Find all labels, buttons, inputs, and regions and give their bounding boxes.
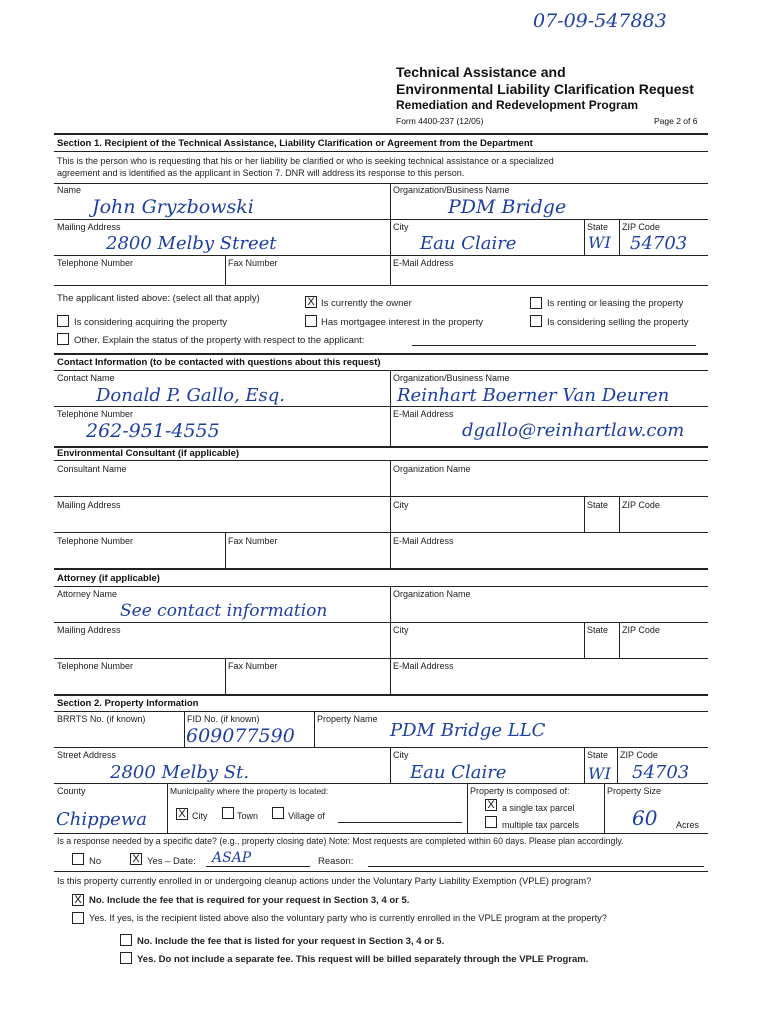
composed-label: Property is composed of: [470,786,570,796]
divider [54,658,708,659]
divider [584,622,585,658]
divider [54,568,708,570]
municipality-city-label: City [192,811,208,821]
property-zip[interactable]: 54703 [632,762,690,783]
attorney-section-title: Attorney (if applicable) [57,573,160,584]
contact-email-label: E-Mail Address [393,409,454,419]
acquiring-option-label: Is considering acquiring the property [74,317,228,328]
vple-no-checkbox[interactable]: X [72,894,84,906]
divider [54,183,708,184]
attorney-phone-label: Telephone Number [57,661,134,671]
property-name-label: Property Name [317,714,378,724]
divider [54,871,708,872]
divider [390,747,391,783]
divider [54,694,708,696]
acres-unit: Acres [676,820,700,830]
municipality-village-label: Village of [288,811,325,821]
vple-yes-checkbox[interactable] [72,912,84,924]
reason-line[interactable] [368,866,704,867]
divider [584,496,585,532]
contact-email[interactable]: dgallo@reinhartlaw.com [462,420,685,441]
email-label: E-Mail Address [393,258,454,268]
consultant-mailing-label: Mailing Address [57,500,121,510]
divider [54,219,708,220]
multiple-parcels-checkbox[interactable] [485,816,497,828]
vple-sub-no-label: No. Include the fee that is listed for your request in Section 3, 4 or 5. [137,936,445,947]
other-option-label: Other. Explain the status of the property with respect to the applicant: [74,335,365,346]
vple-sub-yes-label: Yes. Do not include a separate fee. This request will be billed separately through the VPLE Program. [137,954,589,965]
mortgagee-checkbox[interactable] [305,315,317,327]
consultant-city-label: City [393,500,409,510]
attorney-mailing-label: Mailing Address [57,625,121,635]
applicant-city[interactable]: Eau Claire [420,233,517,254]
divider [390,183,391,219]
consultant-state-label: State [587,500,609,510]
applicant-status-label: The applicant listed above: (select all that apply) [57,293,260,304]
form-title-line2: Environmental Liability Clarification Request [396,81,694,97]
zip-label: ZIP Code [622,222,660,232]
applicant-mailing[interactable]: 2800 Melby Street [106,233,277,254]
divider [467,783,468,833]
contact-name[interactable]: Donald P. Gallo, Esq. [96,385,286,406]
divider [390,586,391,694]
multiple-parcels-label: multiple tax parcels [502,820,580,830]
property-city-label: City [393,750,409,760]
other-checkbox[interactable] [57,333,69,345]
header-rule [54,133,708,135]
divider [184,711,185,747]
applicant-zip[interactable]: 54703 [630,233,688,254]
attorney-org-label: Organization Name [393,589,471,599]
county-label: County [57,786,86,796]
contact-name-label: Contact Name [57,373,115,383]
divider [54,711,708,712]
document-number: 07-09-547883 [533,10,667,32]
consultant-email-label: E-Mail Address [393,536,454,546]
property-size-label: Property Size [607,786,662,796]
reason-label: Reason: [318,856,354,867]
attorney-name-label: Attorney Name [57,589,118,599]
divider [54,586,708,587]
section1-title: Section 1. Recipient of the Technical Assistance, Liability Clarification or Agreement from the Department [57,138,533,149]
municipality-town-checkbox[interactable] [222,807,234,819]
attorney-email-label: E-Mail Address [393,661,454,671]
property-city[interactable]: Eau Claire [410,762,507,783]
divider [225,658,226,694]
fid-label: FID No. (if known) [187,714,260,724]
section2-title: Section 2. Property Information [57,698,199,709]
divider [390,370,391,446]
contact-org-label: Organization/Business Name [393,373,510,383]
vple-sub-yes-checkbox[interactable] [120,952,132,964]
divider [619,219,620,255]
applicant-state[interactable]: WI [588,233,611,252]
divider [390,255,391,285]
municipality-village-checkbox[interactable] [272,807,284,819]
municipality-label: Municipality where the property is located: [170,786,329,796]
contact-org[interactable]: Reinhart Boerner Van Deuren [397,385,670,406]
consultant-org-label: Organization Name [393,464,471,474]
applicant-name[interactable]: John Gryzbowski [92,196,254,218]
vple-yes-label: Yes. If yes, is the recipient listed above also the voluntary party who is currently enrolled in the VPLE program at the property? [89,913,607,923]
form-number: Form 4400-237 (12/05) [396,116,484,126]
attorney-name[interactable]: See contact information [120,601,328,621]
response-yes-date-label: Yes – Date: [147,856,196,867]
property-size-value[interactable]: 60 [632,806,658,830]
divider [619,622,620,658]
county-value[interactable]: Chippewa [56,809,147,830]
divider [54,406,708,407]
response-no-label: No [89,856,102,867]
consultant-fax-label: Fax Number [228,536,278,546]
mortgagee-option-label: Has mortgagee interest in the property [321,317,484,328]
selling-option-label: Is considering selling the property [547,317,689,328]
name-label: Name [57,185,82,195]
applicant-org[interactable]: PDM Bridge [448,196,567,218]
single-parcel-checkbox[interactable]: X [485,799,497,811]
consultant-section-title: Environmental Consultant (if applicable) [57,448,240,459]
renting-option-label: Is renting or leasing the property [547,298,684,309]
divider [54,833,708,834]
divider [584,747,585,783]
vple-sub-no-checkbox[interactable] [120,934,132,946]
divider [617,747,618,783]
property-state[interactable]: WI [588,764,611,783]
divider [54,747,708,748]
divider [54,353,708,355]
property-street[interactable]: 2800 Melby St. [110,762,250,783]
fax-label: Fax Number [228,258,278,268]
fid-number[interactable]: 609077590 [186,725,295,747]
owner-checkbox[interactable]: X [305,296,317,308]
response-yes-checkbox[interactable]: X [130,853,142,865]
mailing-label: Mailing Address [57,222,121,232]
municipality-city-checkbox[interactable]: X [176,808,188,820]
vple-no-label: No. Include the fee that is required for your request in Section 3, 4 or 5. [89,895,410,906]
contact-phone[interactable]: 262-951-4555 [86,420,220,442]
divider [225,532,226,568]
program-title: Remediation and Redevelopment Program [396,98,639,112]
divider [584,219,585,255]
divider [54,255,708,256]
section1-description-2: agreement and is identified as the applicant in Section 7. DNR will address its response to this person. [57,168,465,178]
divider [619,496,620,532]
contact-phone-label: Telephone Number [57,409,134,419]
other-explain-line[interactable] [412,345,696,346]
form-title-line1: Technical Assistance and [396,64,566,80]
selling-checkbox[interactable] [530,315,542,327]
response-no-checkbox[interactable] [72,853,84,865]
response-date-value[interactable]: ASAP [212,850,252,866]
consultant-zip-label: ZIP Code [622,500,660,510]
phone-label: Telephone Number [57,258,134,268]
property-name[interactable]: PDM Bridge LLC [390,720,546,741]
divider [54,151,708,152]
divider [225,255,226,285]
divider [54,622,708,623]
divider [167,783,168,833]
owner-option-label: Is currently the owner [321,298,412,309]
attorney-zip-label: ZIP Code [622,625,660,635]
acquiring-checkbox[interactable] [57,315,69,327]
municipality-town-label: Town [237,811,259,821]
divider [314,711,315,747]
divider [604,783,605,833]
divider [54,285,708,286]
page-number: Page 2 of 6 [654,116,698,126]
section1-description-1: This is the person who is requesting that his or her liability be clarified or who is seeking technical assistance or a specialized [57,156,554,166]
street-label: Street Address [57,750,117,760]
divider [54,370,708,371]
municipality-name-line[interactable] [338,822,462,823]
divider [54,532,708,533]
vple-question: Is this property currently enrolled in or undergoing cleanup actions under the Voluntary Party Liability Exemption (VPLE) program? [57,876,592,886]
divider [390,460,391,568]
consultant-phone-label: Telephone Number [57,536,134,546]
consultant-name-label: Consultant Name [57,464,127,474]
city-label: City [393,222,409,232]
state-label: State [587,222,609,232]
renting-checkbox[interactable] [530,297,542,309]
property-state-label: State [587,750,609,760]
divider [54,783,708,784]
divider [54,460,708,461]
divider [390,219,391,255]
divider [54,496,708,497]
property-zip-label: ZIP Code [620,750,658,760]
attorney-state-label: State [587,625,609,635]
date-line [206,866,310,867]
attorney-city-label: City [393,625,409,635]
org-label: Organization/Business Name [393,185,510,195]
response-date-question: Is a response needed by a specific date? (e.g., property closing date) Note: Most requests are completed within 60 days. Please plan accordingly. [57,836,624,846]
single-parcel-label: a single tax parcel [502,803,575,813]
contact-section-title: Contact Information (to be contacted with questions about this request) [57,357,381,368]
attorney-fax-label: Fax Number [228,661,278,671]
brrts-label: BRRTS No. (if known) [57,714,146,724]
